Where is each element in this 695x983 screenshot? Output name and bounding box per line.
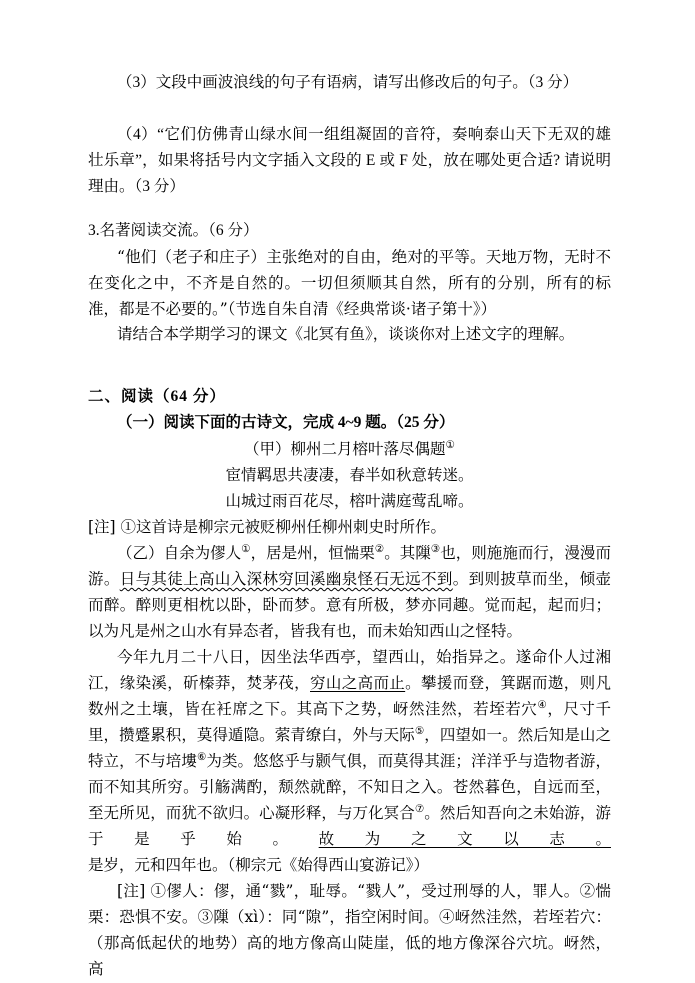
prose-notes: [注] ①僇人：僇，通“戮”，耻辱。“戮人”，受过刑辱的人，罪人。②惴栗：恐惧不安。③隟（xì）：同“隙”，指空闲时间。④岈然洼然，若垤若穴：（那高低起伏的地势）高的地方像高山陡崖，低的地方像深谷穴坑。岈然，高: [88, 882, 611, 978]
footnote-ref-2: ②: [374, 542, 385, 555]
prose-text: 。攀援而登，箕踞而遨，则凡数州之土壤，皆在衽席之下。其高下之势，岈然洼然，若垤若穴: [88, 674, 611, 718]
prose-text: （乙）自余为僇人: [117, 544, 242, 562]
famous-book-quote: “他们（老子和庄子）主张绝对的自由，绝对的平等。天地万物，无时不在变化之中，不齐是自然的。一切但须顺其自然，所有的分别，所有的标准，都是不必要的。”（节选自朱自清《经典常谈·诸子第十》）: [88, 248, 611, 318]
section-title-reading: 二、阅读（64 分）: [88, 388, 226, 405]
prose-text: 。其隟: [384, 544, 431, 562]
footnote-ref-4: ④: [537, 698, 548, 711]
prose-paragraph-2: [88, 644, 611, 878]
poem-title-text: （甲）柳州二月榕叶落尽偶题: [244, 440, 446, 458]
question-3-sub4: （4）“它们仿佛青山绿水间一组组凝固的音符，奏响泰山天下无双的雄壮乐章”，如果将括号内文字插入文段的 E 或 F 处，放在哪处更合适? 请说明理由。（3 分）: [88, 126, 611, 195]
prose-text: ，四望如一。然后知是山之特立，不与培塿: [88, 726, 611, 770]
prose-text: 。然后知吾向之未始游，游于是乎始。: [88, 804, 611, 848]
poem-line-2: 山城过雨百花尽，榕叶满庭莺乱啼。: [225, 492, 474, 510]
prose-text: 也，则施施而行，漫漫而游。: [88, 544, 611, 588]
footnote-ref-1: ①: [241, 542, 251, 555]
prose-text: ，居是州，恒惴栗: [250, 544, 375, 562]
underlined-phrase-1: 穷山之高而止: [310, 674, 406, 692]
part-one-title: （一）阅读下面的古诗文，完成 4~9 题。（25 分）: [117, 414, 455, 431]
footnote-ref-1-poem: ①: [445, 438, 455, 451]
wavy-underlined-sentence: 日与其徒上高山入深林穷回溪幽泉怪石无远不到: [119, 570, 453, 588]
footnote-ref-7: ⑦: [414, 802, 425, 815]
poem-title: [88, 436, 611, 462]
prose-text: 今年九月二十八日，因坐法华西亭，望西山，始指异之。遂命仆人过湘江，缘染溪，斫榛莽，焚茅茷，: [88, 648, 611, 692]
prose-text: 为类。悠悠乎与颢气俱，而莫得其涯；洋洋乎与造物者游，而不知其所穷。引觞满酌，颓然就醉，不知日之入。苍然暮色，自远而至，至无所见，而犹不欲归。心凝形释，与万化冥合: [88, 752, 611, 822]
prose-text: 是岁，元和四年也。（柳宗元《始得西山宴游记》）: [88, 856, 430, 874]
footnote-ref-6: ⑥: [196, 750, 207, 763]
question-5-heading: 3.名著阅读交流。（6 分）: [88, 222, 259, 239]
prose-text: ，尺寸千里，攒蹙累积，莫得遁隐。萦青缭白，外与天际: [88, 700, 611, 744]
poem-line-1: 宦情羁思共凄凄，春半如秋意转迷。: [225, 466, 474, 484]
question-3-sub3: （3）文段中画波浪线的句子有语病，请写出修改后的句子。（3 分）: [117, 74, 579, 91]
underlined-phrase-2: 故为之文以志。: [318, 830, 611, 848]
poem-note: [注] ①这首诗是柳宗元被贬柳州任柳州刺史时所作。: [88, 518, 447, 536]
question-5-task: 请结合本学期学习的课文《北冥有鱼》，谈谈你对上述文字的理解。: [117, 326, 575, 343]
footnote-ref-3: ③: [430, 542, 441, 555]
footnote-ref-5: ⑤: [414, 724, 425, 737]
prose-text: 。到则披草而坐，倾壶而醉。醉则更相枕以卧，卧而梦。意有所极，梦亦同趣。觉而起，起而归；以为凡是州之山水有异态者，皆我有也，而未始知西山之怪特。: [88, 570, 611, 640]
prose-paragraph-1: [88, 540, 611, 644]
